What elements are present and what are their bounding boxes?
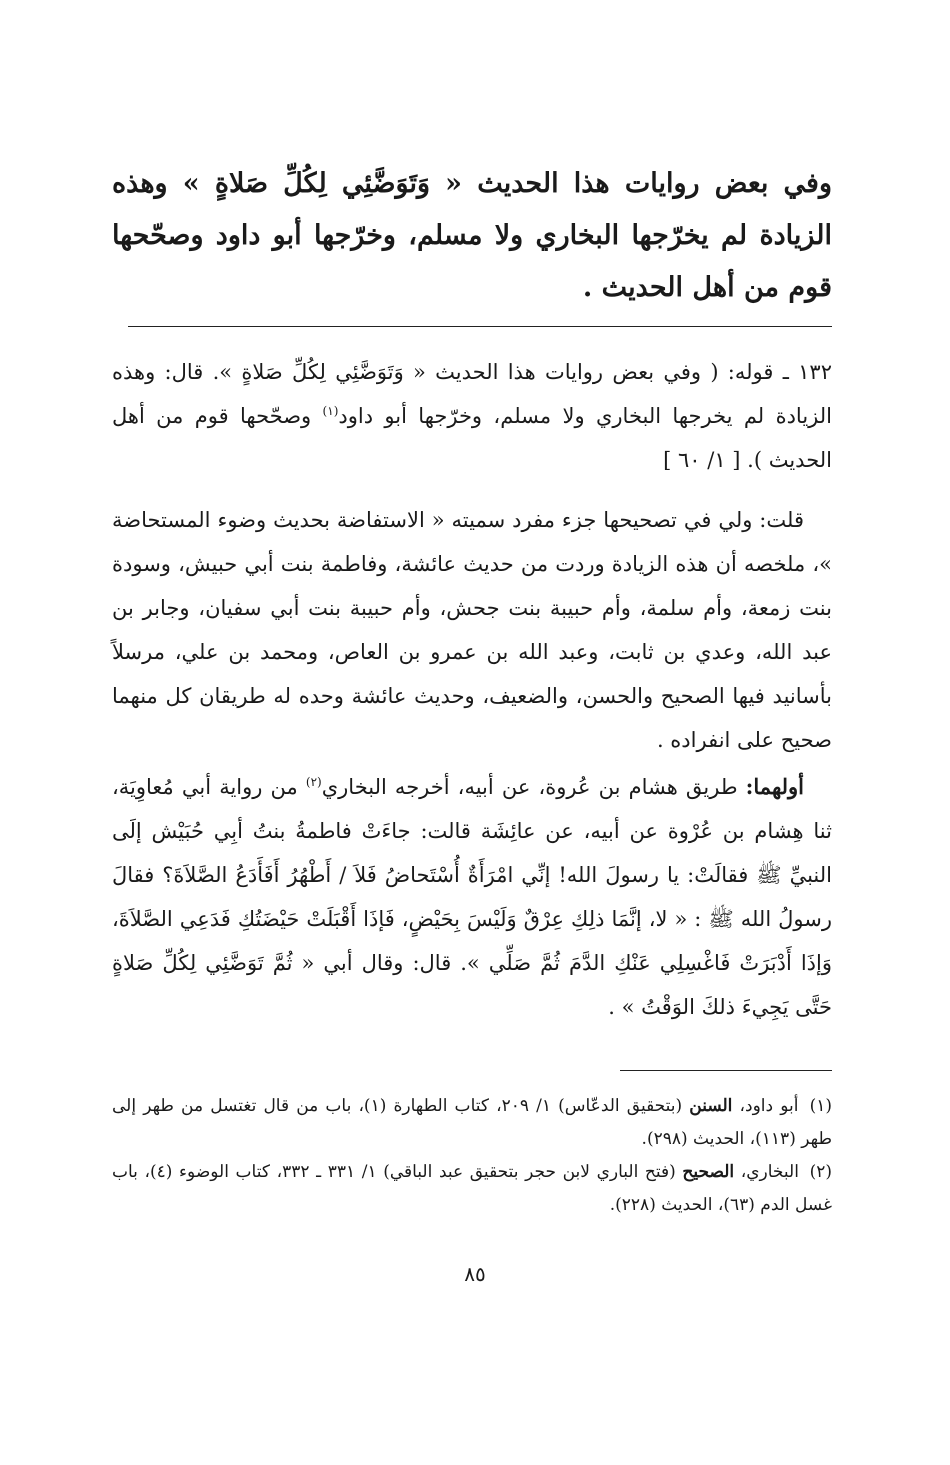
footnote-book: السنن bbox=[689, 1096, 733, 1116]
footnote-ref-2[interactable]: (٢) bbox=[305, 775, 322, 789]
footnote-details: (بتحقيق الدعّاس) ١/ ٢٠٩، كتاب الطهارة (١)، باب من قال تغتسل من طهر إلى طهر (١١٣)، الحديث (٢٩٨). bbox=[112, 1096, 832, 1149]
footnote-author: أبو داود، bbox=[732, 1096, 799, 1116]
first-chain-text: طريق هشام بن عُروة، عن أبيه، أخرجه البخاري bbox=[321, 775, 746, 799]
first-chain-paragraph bbox=[112, 765, 832, 1029]
footnote-number: (٢) bbox=[809, 1162, 832, 1182]
footnote-author: البخاري، bbox=[734, 1162, 799, 1182]
paragraph-lead: أولهما: bbox=[745, 774, 805, 799]
main-text-content: وفي بعض روايات هذا الحديث « وَتَوَضَّئِي لِكُلِّ صَلاةٍ » وهذه الزيادة لم يخرّجها البخاري ولا مسلم، وخرّجها أبو داود وصحّحها قوم من أهل الحديث . bbox=[112, 168, 832, 303]
main-text bbox=[112, 158, 832, 314]
footnote-book: الصحيح bbox=[682, 1162, 735, 1182]
commentary-paragraph bbox=[112, 350, 832, 482]
explanation-paragraph bbox=[112, 498, 832, 762]
commentary-text: ١٣٢ ـ قوله: ( وفي بعض روايات هذا الحديث « وَتَوَضَّئِي لِكُلِّ صَلاةٍ ». قال: وهذه الزيادة لم يخرجها البخاري ولا مسلم، وخرّجها أبو داود bbox=[112, 360, 832, 428]
footnote-number: (١) bbox=[809, 1096, 832, 1116]
footnote-divider bbox=[620, 1070, 832, 1071]
explanation-text: قلت: ولي في تصحيحها جزء مفرد سميته « الاستفاضة بحديث وضوء المستحاضة »، ملخصه أن هذه الزيادة وردت من حديث عائشة، وفاطمة بنت أبي حبيش، وسودة بنت زمعة، وأم سلمة، وأم حبيبة بنت جحش، وأم حبيبة بنت أبي سفيان، وجابر بن عبد الله، وعدي بن ثابت، وعبد الله بن عمرو بن العاص، ومحمد بن علي، مرسلاً بأسانيد فيها الصحيح والحسن، والضعيف، وحديث عائشة وحده له طريقان كل منهما صحيح على انفراده . bbox=[112, 508, 832, 752]
footnotes bbox=[112, 1090, 832, 1222]
footnote-2 bbox=[112, 1156, 832, 1222]
footnote-details: (فتح الباري لابن حجر بتحقيق عبد الباقي) ١/ ٣٣١ ـ ٣٣٢، كتاب الوضوء (٤)، باب غسل الدم (٦٣)، الحديث (٢٢٨). bbox=[112, 1162, 832, 1215]
footnote-ref-1[interactable]: (١) bbox=[322, 404, 339, 418]
page-number: ٨٥ bbox=[464, 1262, 486, 1286]
commentary-text-end: وصحّحها قوم من أهل الحديث ). [ ١/ ٦٠ ] bbox=[112, 404, 832, 472]
footnote-1 bbox=[112, 1090, 832, 1156]
section-divider bbox=[128, 326, 832, 327]
first-chain-text-end: من رواية أبي مُعاوِيَة، ثنا هِشام بن عُرْوة عن أبيه، عن عائِشَة قالت: جاءَتْ فاطمةُ بنتُ أبِي حُبَيْش إلَى النبيِّ ﷺ فقالَتْ: يا رسولَ الله! إنِّي امْرَأَةٌ أُسْتَحاضُ فَلاَ / أَطْهُرُ أَفَأَدَعُ الصَّلاَةَ؟ فقالَ رسولُ الله ﷺ : « لا، إنَّمَا ذلِكِ عِرْقٌ وَلَيْسَ بِحَيْضٍ، فَإذَا أَقْبَلَتْ حَيْضَتُكِ فَدَعِي الصَّلاَةَ، وَإذَا أَدْبَرَتْ فَاغْسِلِي عَنْكِ الدَّمَ ثُمَّ صَلِّي ». قال: وقال أبي « ثُمَّ تَوَضَّئِي لِكُلِّ صَلاةٍ حَتَّى يَجِيءَ ذلكَ الوَقْتُ » . bbox=[112, 775, 832, 1019]
